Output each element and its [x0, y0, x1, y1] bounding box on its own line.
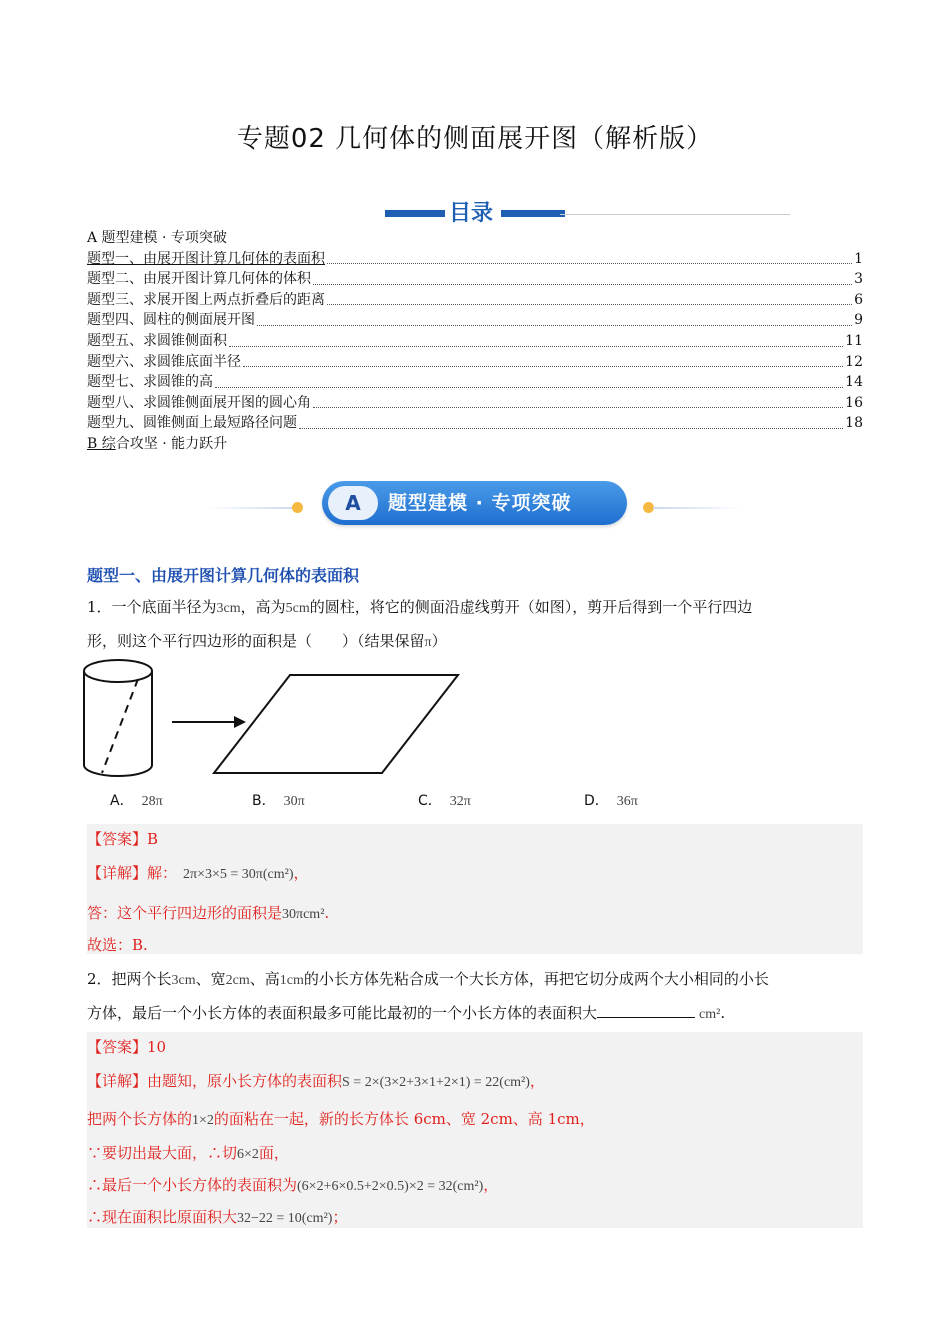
- answer-box-1: [87, 824, 863, 954]
- toc-leader-dots: [327, 263, 852, 264]
- section-banner: [322, 481, 627, 525]
- question-2-line-2: 方体，最后一个小长方体的表面积最多可能比最初的一个小长方体的表面积大 cm².: [87, 1004, 726, 1022]
- toc-leader-dots: [299, 428, 843, 429]
- toc-item[interactable]: [87, 269, 863, 290]
- toc-leader-dots: [243, 366, 843, 367]
- option-d[interactable]: D． 36π: [584, 793, 638, 809]
- answer-blank[interactable]: [597, 1003, 695, 1018]
- toc-item-page: 1: [854, 250, 863, 267]
- toc-item-label: 题型四、圆柱的侧面展开图: [87, 312, 255, 329]
- toc-leader-dots: [313, 284, 852, 285]
- detail-2-line-5: ∴现在面积比原面积大32−22 = 10(cm²)；: [87, 1208, 348, 1226]
- banner-line-right: [653, 507, 743, 509]
- detail-2-line-3: ∵要切出最大面，∴切6×2面，: [87, 1144, 289, 1162]
- cylinder-net-figure: [80, 655, 480, 785]
- banner-line-left: [205, 507, 298, 509]
- toc-heading: [385, 196, 565, 228]
- choose-1: 故选：B.: [87, 936, 148, 954]
- toc-item-label: 题型五、求圆锥侧面积: [87, 332, 227, 349]
- toc-item-page: 12: [845, 353, 863, 370]
- toc-heading-text: 目录: [449, 201, 494, 226]
- cylinder-cut-line: [102, 679, 138, 773]
- toc-item-label: 题型九、圆锥侧面上最短路径问题: [87, 415, 297, 432]
- answer-box-2: [87, 1032, 863, 1228]
- page-title: 专题02 几何体的侧面展开图（解析版）: [236, 124, 714, 154]
- toc-item-label: 题型八、求圆锥侧面展开图的圆心角: [87, 394, 311, 411]
- table-of-contents: [87, 228, 863, 455]
- detail-1: 【详解】解： 2π×3×5 = 30π(cm²)，: [87, 864, 309, 882]
- toc-item-page: 16: [845, 394, 863, 411]
- toc-item-label: 题型一、由展开图计算几何体的表面积: [87, 250, 325, 267]
- toc-leader-dots: [327, 304, 852, 305]
- toc-item[interactable]: [87, 249, 863, 270]
- toc-leader-dots: [229, 346, 843, 347]
- option-c[interactable]: C． 32π: [418, 793, 471, 809]
- toc-item[interactable]: [87, 310, 863, 331]
- toc-item-page: 3: [854, 271, 863, 288]
- cylinder-figure: [84, 660, 152, 776]
- answer-2: 【答案】10: [87, 1038, 167, 1056]
- toc-item-page: 9: [854, 312, 863, 329]
- toc-item-page: 11: [845, 332, 863, 349]
- section-title: 题型一、由展开图计算几何体的表面积: [87, 566, 360, 585]
- detail-2-line-4: ∴最后一个小长方体的表面积为(6×2+6×0.5+2×0.5)×2 = 32(cm²)，: [87, 1176, 499, 1194]
- answer-1: 【答案】B: [87, 830, 159, 848]
- toc-item[interactable]: [87, 413, 863, 434]
- toc-item[interactable]: [87, 290, 863, 311]
- detail-2-line-2: 把两个长方体的1×2的面粘在一起，新的长方体长 6cm、宽 2cm、高 1cm，: [87, 1110, 595, 1128]
- detail-1-conclusion: 答：这个平行四边形的面积是30πcm².: [87, 904, 330, 922]
- toc-item-page: 6: [854, 291, 863, 308]
- cylinder-bottom-arc: [84, 765, 152, 776]
- question-2-text: [87, 963, 863, 1031]
- banner-letter: A: [328, 486, 378, 520]
- question-1-text: [87, 591, 863, 659]
- toc-leader-dots: [215, 387, 843, 388]
- cylinder-top-ellipse: [84, 660, 152, 682]
- toc-item-label: 题型七、求圆锥的高: [87, 374, 213, 391]
- banner-text: 题型建模 · 专项突破: [388, 492, 572, 514]
- toc-item-label: 题型六、求圆锥底面半径: [87, 353, 241, 370]
- toc-bar-right: [501, 210, 565, 217]
- toc-section-b[interactable]: B 综合攻坚 · 能力跃升: [87, 435, 228, 452]
- toc-divider: [560, 214, 790, 215]
- arrow-figure: [172, 716, 246, 728]
- toc-leader-dots: [313, 407, 843, 408]
- option-b[interactable]: B． 30π: [252, 793, 305, 809]
- banner-dot-left: [292, 502, 303, 513]
- toc-item-label: 题型三、求展开图上两点折叠后的距离: [87, 291, 325, 308]
- question-2-line-1: 2．把两个长3cm、宽2cm、高1cm的小长方体先粘合成一个大长方体，再把它切分成两个大小相同的小长: [87, 970, 769, 988]
- parallelogram-figure: [214, 675, 458, 773]
- toc-item-label: 题型二、由展开图计算几何体的体积: [87, 271, 311, 288]
- toc-item[interactable]: [87, 393, 863, 414]
- toc-item[interactable]: [87, 331, 863, 352]
- toc-item[interactable]: [87, 352, 863, 373]
- option-a[interactable]: A． 28π: [110, 793, 163, 809]
- question-1-line-1: 1．一个底面半径为3cm，高为5cm的圆柱，将它的侧面沿虚线剪开（如图），剪开后得到一个平行四边: [87, 598, 753, 616]
- detail-2-line-1: 【详解】由题知，原小长方体的表面积S = 2×(3×2+3×1+2×1) = 22(cm²)，: [87, 1072, 545, 1090]
- question-1-line-2: 形，则这个平行四边形的面积是（ ）（结果保留π）: [87, 632, 447, 650]
- toc-item[interactable]: [87, 372, 863, 393]
- toc-bar-left: [385, 210, 445, 217]
- toc-item-page: 14: [845, 374, 863, 391]
- toc-section-a: A 题型建模 · 专项突破: [87, 230, 227, 246]
- toc-item-page: 18: [845, 415, 863, 432]
- toc-leader-dots: [257, 325, 852, 326]
